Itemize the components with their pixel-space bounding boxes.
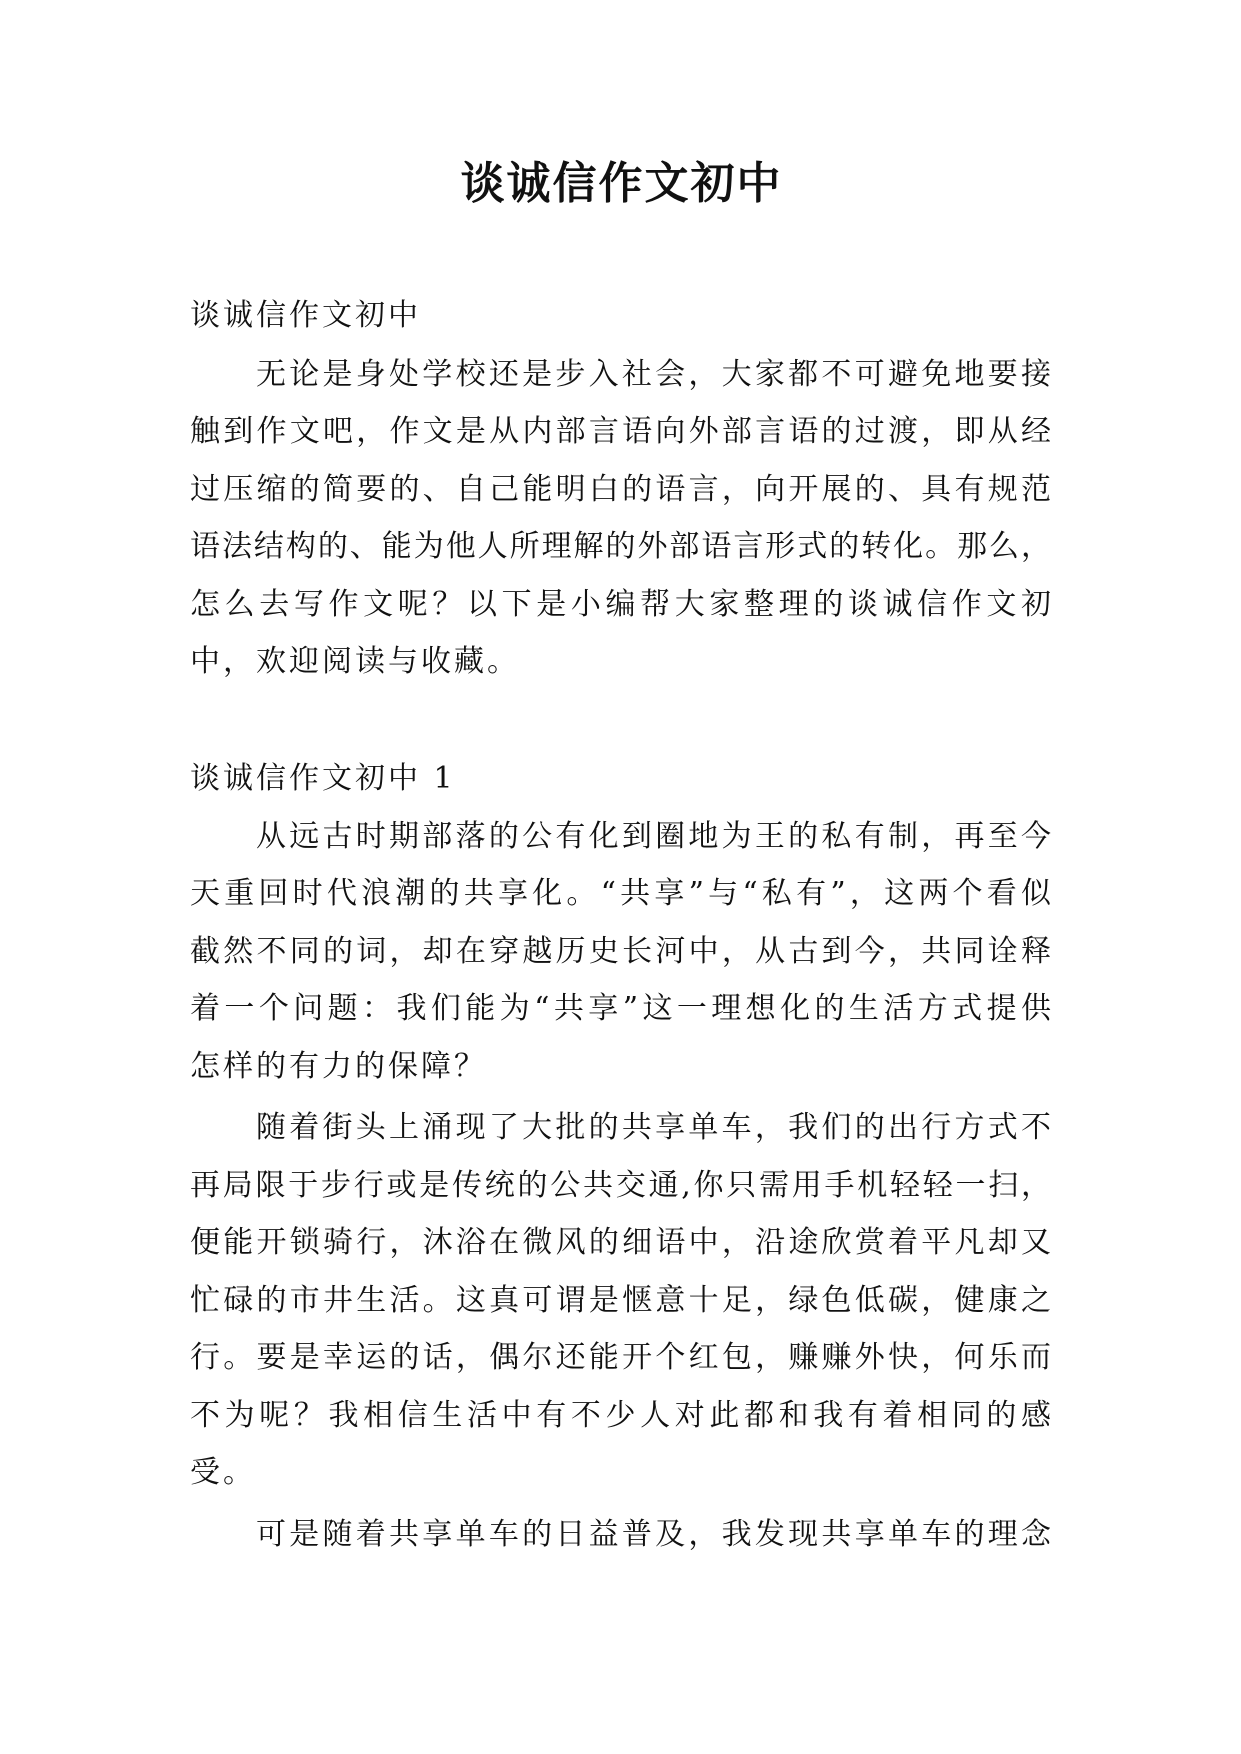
text-line: 语法结构的、能为他人所理解的外部语言形式的转化。那么， <box>190 529 1051 564</box>
essay-paragraph <box>190 1099 1051 1502</box>
essay-paragraph <box>190 808 1051 1096</box>
text-line: 随着街头上涌现了大批的共享单车，我们的出行方式不 <box>256 1110 1051 1145</box>
text-line: 从远古时期部落的公有化到圈地为王的私有制，再至今 <box>256 818 1051 854</box>
text-line: 无论是身处学校还是步入社会，大家都不可避免地要接 <box>256 356 1051 392</box>
text-line: 过压缩的简要的、自己能明白的语言，向开展的、具有规范 <box>190 471 1051 507</box>
document-body <box>190 154 1051 1563</box>
text-line: 怎样的有力的保障？ <box>190 1048 487 1084</box>
text-line: 便能开锁骑行，沐浴在微风的细语中，沿途欣赏着平凡却又 <box>190 1225 1051 1260</box>
text-line: 怎么去写作文呢？以下是小编帮大家整理的谈诚信作文初 <box>190 586 1051 622</box>
text-line: 受。 <box>190 1455 256 1490</box>
text-line: 可是随着共享单车的日益普及，我发现共享单车的理念 <box>256 1516 1051 1552</box>
essay-heading: 谈诚信作文初中 1 <box>190 761 456 796</box>
text-line: 忙碌的市井生活。这真可谓是惬意十足，绿色低碳，健康之 <box>190 1282 1051 1318</box>
text-line: 不为呢？我相信生活中有不少人对此都和我有着相同的感 <box>190 1397 1051 1433</box>
text-line: 着一个问题：我们能为“共享”这一理想化的生活方式提供 <box>190 991 1051 1026</box>
text-line: 触到作文吧，作文是从内部言语向外部言语的过渡，即从经 <box>190 414 1051 449</box>
text-line: 截然不同的词，却在穿越历史长河中，从古到今，共同诠释 <box>190 933 1051 969</box>
text-line: 天重回时代浪潮的共享化。“共享”与“私有”，这两个看似 <box>190 876 1051 911</box>
essay-paragraph <box>190 1506 1051 1564</box>
text-line: 再局限于步行或是传统的公共交通,你只需用手机轻轻一扫， <box>190 1167 1051 1203</box>
intro-paragraph <box>190 346 1051 691</box>
document-title: 谈诚信作文初中 <box>460 158 783 209</box>
text-line: 行。要是幸运的话，偶尔还能开个红包，赚赚外快，何乐而 <box>190 1340 1051 1375</box>
intro-heading: 谈诚信作文初中 <box>190 298 421 333</box>
text-line: 中，欢迎阅读与收藏。 <box>190 644 520 679</box>
